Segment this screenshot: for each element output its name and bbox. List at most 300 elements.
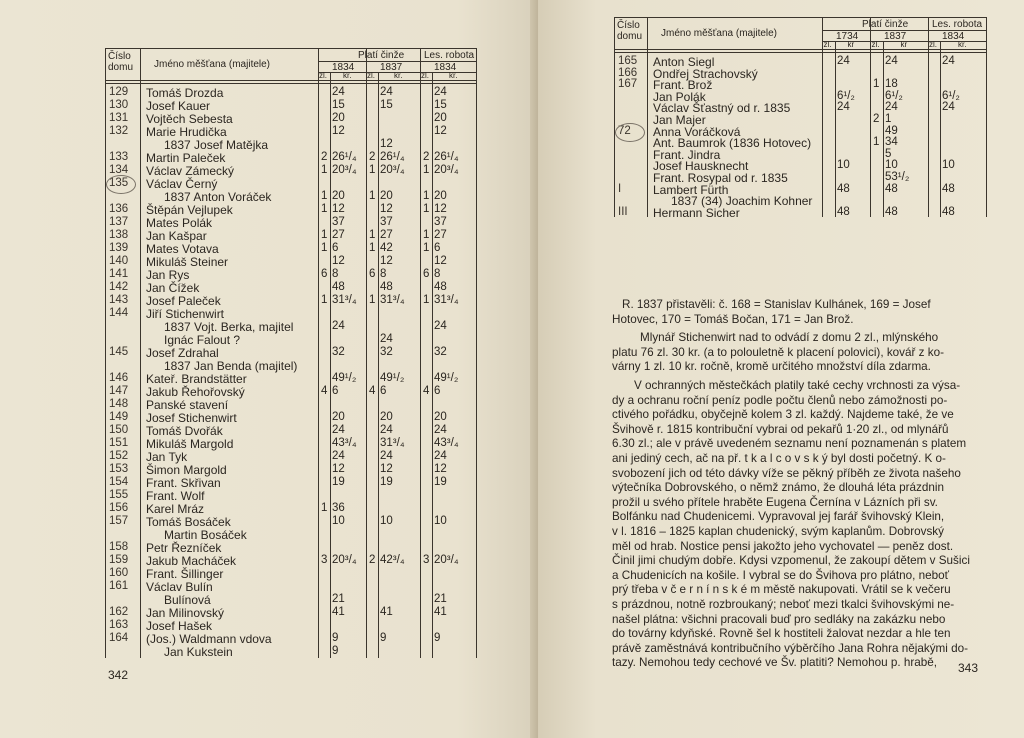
owner-name: Ondřej Strachovský	[653, 66, 758, 81]
amount-kr: 12	[434, 125, 447, 137]
house-number: 149	[109, 411, 129, 423]
owner-name: Vojtěch Sebesta	[146, 112, 233, 126]
owner-name: 1837 Anton Voráček	[164, 190, 272, 204]
text-line: výtečníka Dobrovského, o němž známo, že dlouhá léta prázdnin	[612, 481, 944, 495]
owner-name: Štěpán Vejlupek	[146, 203, 233, 217]
text-line: měl od hrab. Nostice pensi jakožto jeho vychovatel — peněz dost.	[612, 539, 954, 553]
owner-name: Martin Paleček	[146, 151, 226, 165]
amount-kr: 15	[380, 99, 393, 111]
col-robot-header: Les. robota	[932, 19, 983, 30]
owner-name: Josef Stichenwirt	[146, 411, 237, 425]
amount-kr: 20³/₄	[332, 554, 357, 566]
text-line: s prázdnou, notně rozbroukaný; neboť mezi tkalci švihovskými ne-	[612, 598, 955, 611]
house-number: 141	[109, 268, 129, 280]
owner-name: Frant. Rosypal od r. 1835	[653, 171, 788, 185]
amount-kr: 9	[380, 632, 387, 644]
owner-name: Jakub Řehořovský	[146, 385, 245, 399]
amount-kr: 37	[380, 216, 393, 228]
amount-zl: 2	[873, 113, 880, 125]
amount-zl: 1	[423, 190, 430, 202]
amount-kr: 48	[837, 182, 850, 195]
text-line: a Chudenicích na košile. I vybral se do Švihova pro plátno, neboť	[612, 568, 950, 582]
amount-kr: 6	[434, 242, 441, 254]
text-line: V ochranných městečkách platily také cechy vrchnosti za výsa-	[634, 379, 961, 392]
house-number: 166	[618, 66, 638, 79]
house-number: 165	[618, 55, 638, 67]
col-house-number-header: Číslo	[108, 51, 131, 62]
col-house-number-header-2: domu	[108, 62, 134, 73]
value-col-rule	[330, 72, 331, 658]
amount-kr: 49	[885, 124, 898, 137]
amount-kr: 12	[434, 203, 447, 215]
amount-zl: 4	[321, 385, 328, 397]
house-number: 161	[109, 580, 129, 592]
amount-kr: 20	[380, 411, 393, 423]
amount-kr: 41	[434, 606, 447, 618]
text-line: R. 1837 přistavěli: č. 168 = Stanislav Kulhánek, 169 = Josef	[622, 298, 931, 311]
year-header: 1837	[884, 31, 907, 42]
text-line: prý třeba v č e r n í n s k é m městě nakupovati. Vrátil se k večeru	[612, 583, 951, 597]
amount-zl: 1	[423, 242, 430, 254]
header-bottom-rule	[614, 49, 986, 50]
amount-kr: 12	[332, 463, 345, 475]
left-page-number: 342	[108, 668, 129, 682]
year-header: 1834	[942, 31, 965, 42]
owner-name: Frant. Skřivan	[146, 476, 221, 490]
year-header: 1734	[836, 31, 859, 42]
amount-kr: 24	[942, 101, 955, 114]
value-col-rule	[883, 41, 884, 217]
owner-name: Jan Polák	[653, 89, 706, 104]
house-number: 72	[618, 124, 631, 137]
amount-kr: 26¹/₄	[332, 151, 357, 163]
header-bottom-rule-2	[614, 52, 986, 53]
amount-kr: 20	[380, 190, 393, 202]
owner-name: Josef Hausknecht	[653, 159, 749, 174]
amount-zl: 1	[423, 294, 430, 306]
value-col-rule	[366, 48, 367, 658]
house-number: I	[618, 182, 622, 195]
amount-kr: 20	[332, 112, 345, 124]
house-number: 157	[109, 515, 129, 527]
owner-name: Frant. Šillinger	[146, 567, 224, 581]
amount-kr: 20	[332, 190, 345, 202]
owner-name: Jan Majer	[653, 113, 706, 127]
owner-name: Mikuláš Margold	[146, 437, 234, 451]
right-page-number: 343	[958, 661, 979, 675]
amount-kr: 48	[942, 182, 955, 195]
table-left-rule	[105, 48, 106, 658]
col-house-number-header: Číslo	[617, 20, 640, 31]
amount-kr: 31³/₄	[380, 437, 405, 449]
amount-kr: 49¹/₂	[332, 372, 357, 384]
amount-kr: 10	[380, 515, 393, 527]
house-number: 151	[109, 437, 129, 449]
amount-zl: 1	[369, 164, 376, 176]
amount-kr: 10	[434, 515, 447, 527]
owner-name: Jan Tyk	[146, 450, 188, 464]
house-number: 143	[109, 294, 129, 306]
amount-kr: 10	[885, 159, 898, 172]
amount-kr: 24	[380, 333, 393, 345]
unit-header: kr.	[343, 71, 352, 80]
amount-zl: 1	[423, 164, 430, 176]
owner-name: Josef Hašek	[146, 619, 213, 633]
owner-name: Karel Mráz	[146, 502, 205, 516]
amount-zl: 1	[873, 136, 880, 149]
amount-kr: 6	[380, 385, 387, 397]
owner-name: Josef Zdrahal	[146, 346, 219, 360]
house-number: 132	[109, 125, 129, 137]
house-number: 158	[109, 541, 129, 553]
amount-kr: 26¹/₄	[434, 151, 459, 163]
amount-kr: 21	[332, 593, 345, 605]
owner-name: Frant. Brož	[653, 78, 713, 93]
col-name-header: Jméno měšťana (majitele)	[661, 28, 778, 39]
amount-kr: 31³/₄	[434, 294, 459, 306]
owner-name: Frant. Jindra	[653, 147, 721, 162]
value-col-rule	[432, 72, 433, 658]
house-number: 130	[109, 99, 129, 111]
owner-name: Tomáš Dvořák	[146, 424, 223, 438]
amount-zl: 1	[423, 203, 430, 215]
owner-name: Tomáš Bosáček	[146, 515, 231, 529]
number-col-rule	[140, 48, 141, 658]
amount-kr: 43³/₄	[332, 437, 357, 449]
owner-name: Anton Siegl	[653, 55, 715, 69]
amount-kr: 24	[942, 55, 955, 67]
amount-kr: 5	[885, 147, 892, 160]
text-line: 6.30 zl.; ale v právě uvedeném seznamu není poznamenán s platem	[612, 437, 967, 451]
house-number: 140	[109, 255, 129, 267]
amount-kr: 8	[380, 268, 387, 280]
amount-zl: 1	[321, 229, 328, 241]
amount-kr: 6	[332, 242, 339, 254]
amount-kr: 20³/₄	[332, 164, 357, 176]
amount-kr: 10	[942, 159, 955, 172]
house-number: 146	[109, 372, 129, 384]
amount-kr: 6¹/₂	[837, 89, 855, 102]
value-col-rule	[318, 48, 319, 658]
owner-name: Jan Kašpar	[146, 229, 207, 243]
amount-zl: 6	[423, 268, 430, 280]
amount-kr: 18	[885, 78, 898, 91]
amount-zl: 1	[321, 164, 328, 176]
table-left-rule	[614, 17, 615, 217]
amount-zl: 2	[369, 554, 376, 566]
amount-kr: 34	[885, 136, 898, 149]
amount-kr: 37	[332, 216, 345, 228]
owner-name: 1837 Jan Benda (majitel)	[164, 359, 298, 373]
owner-name: Anna Voráčková	[653, 124, 741, 139]
amount-zl: 6	[321, 268, 328, 280]
amount-kr: 31³/₄	[380, 294, 405, 306]
owner-name: Josef Kauer	[146, 99, 211, 113]
unit-header: zl.	[871, 40, 880, 49]
house-number: III	[618, 205, 628, 218]
col-robot-header: Les. robota	[424, 50, 475, 61]
unit-header: zl.	[823, 40, 832, 49]
amount-kr: 43³/₄	[434, 437, 459, 449]
amount-zl: 6	[369, 268, 376, 280]
house-number: 135	[109, 177, 129, 189]
amount-kr: 37	[434, 216, 447, 228]
house-number: 148	[109, 398, 129, 410]
amount-kr: 20	[332, 411, 345, 423]
owner-name: Josef Paleček	[146, 294, 221, 308]
text-line: našel plátna: všichni pracovali buď pro sedláky na zakázku nebo	[612, 612, 946, 626]
amount-kr: 24	[380, 424, 393, 436]
house-number: 156	[109, 502, 129, 514]
unit-header: kr.	[958, 40, 967, 49]
amount-kr: 24	[434, 450, 447, 462]
amount-kr: 32	[332, 346, 345, 358]
house-number: 162	[109, 606, 129, 618]
amount-kr: 9	[332, 645, 339, 657]
house-number: 134	[109, 164, 129, 176]
amount-zl: 2	[321, 151, 328, 163]
amount-kr: 27	[434, 229, 447, 241]
owner-name: Bulínová	[164, 593, 211, 607]
owner-name: Václav Bulín	[146, 580, 213, 594]
owner-name: Jan Rys	[146, 268, 190, 282]
amount-zl: 1	[321, 203, 328, 215]
amount-kr: 24	[332, 424, 345, 436]
owner-name: Ignác Falout ?	[164, 333, 241, 347]
table-right-rule	[476, 48, 477, 658]
unit-header: zl.	[319, 71, 327, 80]
amount-kr: 12	[332, 203, 345, 215]
amount-kr: 10	[332, 515, 345, 527]
amount-kr: 27	[332, 229, 345, 241]
amount-kr: 12	[332, 255, 345, 267]
unit-header: kr	[847, 40, 855, 49]
amount-kr: 21	[434, 593, 447, 605]
house-number: 129	[109, 86, 129, 98]
amount-kr: 24	[380, 450, 393, 462]
unit-header: zl.	[421, 71, 429, 80]
amount-kr: 12	[380, 255, 393, 267]
amount-kr: 12	[434, 463, 447, 475]
amount-kr: 48	[434, 281, 447, 293]
amount-kr: 49¹/₂	[434, 372, 459, 384]
amount-zl: 1	[321, 242, 328, 254]
amount-zl: 1	[321, 502, 328, 514]
amount-kr: 20	[434, 411, 447, 423]
unit-header: zl.	[367, 71, 375, 80]
amount-kr: 19	[380, 476, 393, 488]
text-line: várny 1 zl. 10 kr. ročně, kromě určitého množství díla zdarma.	[612, 360, 931, 374]
amount-kr: 48	[380, 281, 393, 293]
text-line: v l. 1816 – 1825 kaplan chudenický, svým kaplanům. Dobrovský	[612, 525, 944, 538]
amount-zl: 1	[369, 229, 376, 241]
amount-kr: 24	[885, 55, 898, 67]
amount-kr: 6	[332, 385, 339, 397]
owner-name: Šimon Margold	[146, 463, 227, 477]
amount-kr: 48	[332, 281, 345, 293]
owner-name: Jan Kukstein	[164, 645, 233, 659]
owner-name: 1837 Vojt. Berka, majitel	[164, 320, 294, 334]
owner-name: Panské stavení	[146, 398, 229, 412]
amount-kr: 42	[380, 242, 393, 254]
amount-kr: 1	[885, 113, 892, 125]
circled-mark	[106, 175, 136, 194]
unit-header: kr.	[449, 71, 458, 80]
amount-zl: 1	[321, 294, 328, 306]
amount-kr: 15	[434, 99, 447, 111]
text-line: dy a ochranu roční peníz podle počtu členů nebo zámožnosti po-	[612, 393, 948, 407]
house-number: 164	[109, 632, 129, 644]
amount-kr: 48	[942, 205, 955, 218]
amount-kr: 24	[837, 55, 850, 67]
table-top-rule	[614, 17, 986, 18]
amount-kr: 24	[332, 320, 345, 332]
amount-kr: 41	[332, 606, 345, 618]
text-line: Švihově r. 1815 kontribuční vybrai od pekařů 1·20 zl., od mlynářů	[612, 422, 949, 436]
amount-kr: 24	[885, 101, 898, 114]
owner-name: Tomáš Drozda	[146, 86, 224, 100]
value-col-rule	[420, 48, 421, 658]
amount-kr: 12	[380, 138, 393, 150]
owner-name: Mates Polák	[146, 216, 213, 230]
amount-kr: 24	[332, 86, 345, 98]
owner-name: Jan Čížek	[146, 281, 200, 295]
circled-mark	[615, 123, 645, 142]
amount-zl: 1	[321, 190, 328, 202]
unit-header: kr	[900, 40, 908, 49]
amount-zl: 3	[423, 554, 430, 566]
house-number: 167	[618, 78, 638, 91]
amount-zl: 1	[423, 229, 430, 241]
house-number: 159	[109, 554, 129, 566]
amount-kr: 10	[837, 159, 850, 172]
owner-name: Hermann Sicher	[653, 205, 740, 220]
house-number: 160	[109, 567, 129, 579]
house-number: 155	[109, 489, 129, 501]
house-number: 144	[109, 307, 129, 319]
text-line: do továrny kdyňské. Rovně šel k hostiteli žalovat nezdar a hle ten	[612, 627, 951, 641]
amount-kr: 32	[434, 346, 447, 358]
amount-kr: 48	[885, 205, 898, 218]
amount-kr: 6	[434, 385, 441, 397]
amount-kr: 24	[380, 86, 393, 98]
text-line: Bolfánku nad Chudenicemi. Vypravoval jej farář švihovský Klein,	[612, 510, 945, 524]
house-number: 153	[109, 463, 129, 475]
owner-name: Marie Hrudička	[146, 125, 227, 139]
amount-kr: 15	[332, 99, 345, 111]
amount-zl: 1	[369, 242, 376, 254]
text-line: ctivého pořádku, obyčejně kolem 3 zl. každý. Najdeme také, že ve	[612, 408, 954, 422]
amount-kr: 48	[885, 182, 898, 195]
owner-name: Václav Černý	[146, 177, 218, 191]
amount-kr: 6¹/₂	[942, 89, 960, 102]
value-col-rule	[835, 41, 836, 217]
amount-kr: 12	[380, 203, 393, 215]
amount-kr: 49¹/₂	[380, 372, 405, 384]
owner-name: Mikuláš Steiner	[146, 255, 229, 269]
amount-kr: 19	[434, 476, 447, 488]
owner-name: 1837 Josef Matějka	[164, 138, 269, 152]
amount-zl: 1	[873, 78, 880, 91]
amount-zl: 1	[369, 294, 376, 306]
amount-kr: 12	[434, 255, 447, 267]
amount-kr: 32	[380, 346, 393, 358]
amount-kr: 8	[434, 268, 441, 280]
col-tax-header: Platí činže	[358, 50, 405, 61]
unit-header: zl.	[929, 40, 937, 49]
amount-kr: 12	[380, 463, 393, 475]
amount-kr: 9	[434, 632, 441, 644]
text-line: Činil jimi chudým dobře. Kdysi vzpomenul, že zakoupí dětem v Sušici	[612, 554, 970, 568]
owner-name: Lambert Fürth	[653, 182, 729, 197]
amount-kr: 8	[332, 268, 339, 280]
year-header: 1837	[380, 62, 403, 73]
amount-kr: 31³/₄	[332, 294, 357, 306]
house-number: 145	[109, 346, 129, 358]
amount-kr: 9	[332, 632, 339, 644]
col-name-header: Jméno měšťana (majitele)	[154, 59, 271, 70]
text-line: svobození jich od této dávky víže se pěkný příběh ze života našeho	[612, 466, 961, 480]
amount-kr: 53¹/₂	[885, 171, 910, 183]
amount-zl: 3	[321, 554, 328, 566]
amount-kr: 27	[380, 229, 393, 241]
owner-name: Martin Bosáček	[164, 528, 247, 542]
year-header: 1834	[434, 62, 457, 73]
amount-kr: 20	[434, 112, 447, 124]
table-right-rule	[986, 17, 987, 217]
amount-kr: 24	[837, 101, 850, 114]
house-number: 152	[109, 450, 129, 462]
col-tax-header: Platí činže	[862, 19, 909, 30]
owner-name: Ant. Baumrok (1836 Hotovec)	[653, 136, 812, 151]
house-number: 137	[109, 216, 129, 228]
house-number: 142	[109, 281, 129, 293]
owner-name: Jan Milinovský	[146, 606, 225, 620]
amount-kr: 19	[332, 476, 345, 488]
amount-kr: 20³/₄	[434, 164, 459, 176]
amount-kr: 24	[434, 424, 447, 436]
house-number: 131	[109, 112, 129, 124]
amount-kr: 20³/₄	[380, 164, 405, 176]
value-col-rule	[940, 41, 941, 217]
text-line: Hotovec, 170 = Tomáš Bočan, 171 = Jan Brož.	[612, 312, 854, 326]
text-line: prožil u svého přítele hraběte Eugena Černína v Lázních při sv.	[612, 495, 938, 509]
amount-zl: 1	[369, 190, 376, 202]
amount-kr: 24	[332, 450, 345, 462]
amount-zl: 2	[423, 151, 430, 163]
amount-kr: 6¹/₂	[885, 89, 903, 102]
amount-zl: 4	[423, 385, 430, 397]
owner-name: Václav Šťastný od r. 1835	[653, 101, 791, 116]
owner-name: Václav Zámecký	[146, 164, 235, 178]
house-number: 154	[109, 476, 129, 488]
number-col-rule	[647, 17, 648, 217]
unit-header: kr.	[394, 71, 403, 80]
owner-name: Kateř. Brandstätter	[146, 372, 247, 386]
house-number: 139	[109, 242, 129, 254]
amount-kr: 36	[332, 502, 345, 514]
amount-kr: 26¹/₄	[380, 151, 405, 163]
year-header: 1834	[332, 62, 355, 73]
owner-name: Jiří Stichenwirt	[146, 307, 225, 321]
amount-kr: 12	[332, 125, 345, 137]
amount-kr: 41	[380, 606, 393, 618]
owner-name: (Jos.) Waldmann vdova	[146, 632, 272, 646]
house-number: 150	[109, 424, 129, 436]
amount-kr: 20	[434, 190, 447, 202]
text-line: Mlynář Stichenwirt nad to odvádí z domu 2 zl., mlýnského	[640, 331, 939, 345]
owner-name: Petr Řezníček	[146, 541, 222, 555]
